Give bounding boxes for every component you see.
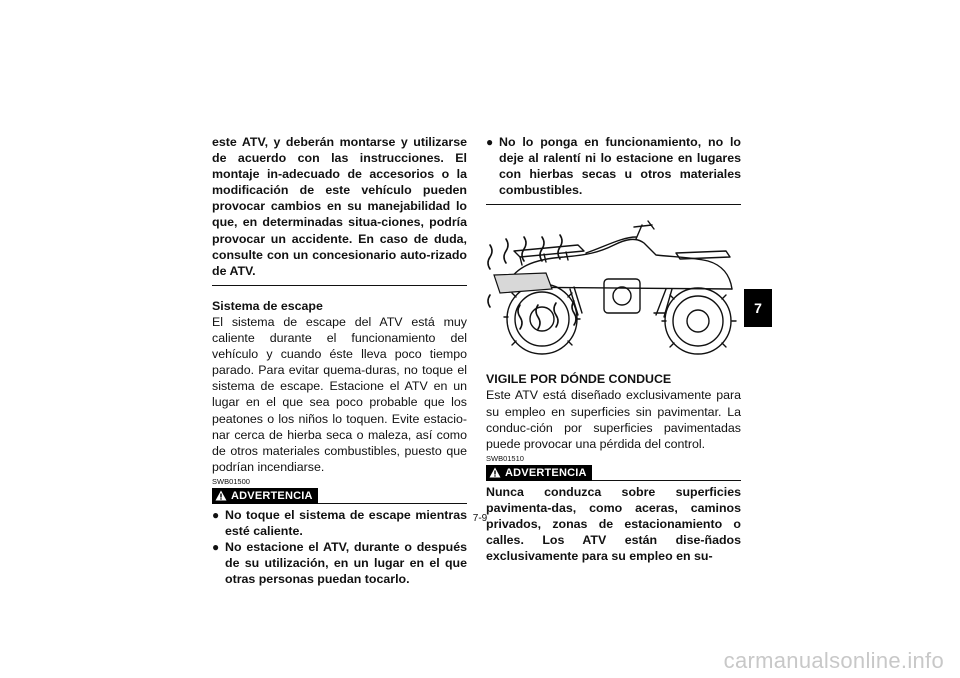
atv-hot-exhaust-illustration — [486, 217, 741, 365]
watermark: carmanualsonline.info — [723, 648, 944, 673]
bullet-text: No lo ponga en funcionamiento, no lo deje al ralentí ni lo estacione en lugares con hierbas secas u otros materiales combustibles. — [499, 135, 741, 198]
warning-header — [486, 463, 741, 481]
warning-rule — [592, 480, 741, 481]
section-title-riding: VIGILE POR DÓNDE CONDUCE — [486, 372, 672, 387]
right-column — [486, 134, 741, 564]
bullet-dot-icon: ● — [212, 507, 220, 522]
bullet-item — [486, 134, 741, 198]
warning-rule — [318, 503, 467, 504]
warning-code: SWB01510 — [486, 453, 524, 463]
bullet-text: No estacione el ATV, durante o después de su utilización, en un lugar en el que otras personas puedan tocarlo. — [225, 540, 467, 587]
bullet-text: No toque el sistema de escape mientras esté caliente. — [225, 507, 467, 538]
page-number: 7-9 — [472, 513, 488, 524]
section-body-exhaust: El sistema de escape del ATV está muy caliente durante el funcionamiento del vehículo y cuando éste lleva poco tiempo parado. Para evitar quema-duras, no toque el sistema de escape. Estacione el ATV en un lugar en el que sea poco probable que los peatones o los niños lo toquen. Evite estacio-nar cerca de hierba seca o maleza, así como de otros materiales combustibles, puesto que podrían incendiarse. — [212, 314, 467, 474]
warning-badge — [486, 465, 592, 481]
bullet-dot-icon: ● — [212, 540, 220, 555]
warning-badge — [212, 488, 318, 504]
warning-label: ADVERTENCIA — [505, 466, 587, 479]
bullet-item — [212, 539, 467, 587]
warning-end-rule — [212, 285, 467, 286]
warning-triangle-icon — [489, 467, 501, 478]
chapter-tab: 7 — [744, 289, 772, 327]
warning-triangle-icon — [215, 490, 227, 501]
warning-end-rule — [486, 204, 741, 205]
section-title-exhaust: Sistema de escape — [212, 298, 323, 313]
warning-text: Nunca conduzca sobre superficies pavimenta-das, como aceras, caminos privados, zonas de estacionamiento o calles. Los ATV están dise-ñados exclusivamente para su empleo en su- — [486, 484, 741, 564]
warning-code: SWB01500 — [212, 476, 250, 486]
warning-label: ADVERTENCIA — [231, 489, 313, 502]
warning-header — [212, 486, 467, 504]
section-body-riding: Este ATV está diseñado exclusivamente para su empleo en superficies sin pavimentar. La conduc-ción por superficies pavimentadas puede provocar una pérdida del control. — [486, 388, 741, 451]
atv-illustration — [486, 217, 741, 365]
bullet-dot-icon: ● — [486, 135, 494, 149]
warning-continued-text: este ATV, y deberán montarse y utilizarse de acuerdo con las instrucciones. El montaje in-adecuado de accesorios o la modificación de este vehículo pueden provocar cambios en su manejabilidad lo que, en determinadas situa-ciones, podría provocar un accidente. En caso de duda, consulte con un concesionario auto-rizado de ATV. — [212, 135, 467, 278]
